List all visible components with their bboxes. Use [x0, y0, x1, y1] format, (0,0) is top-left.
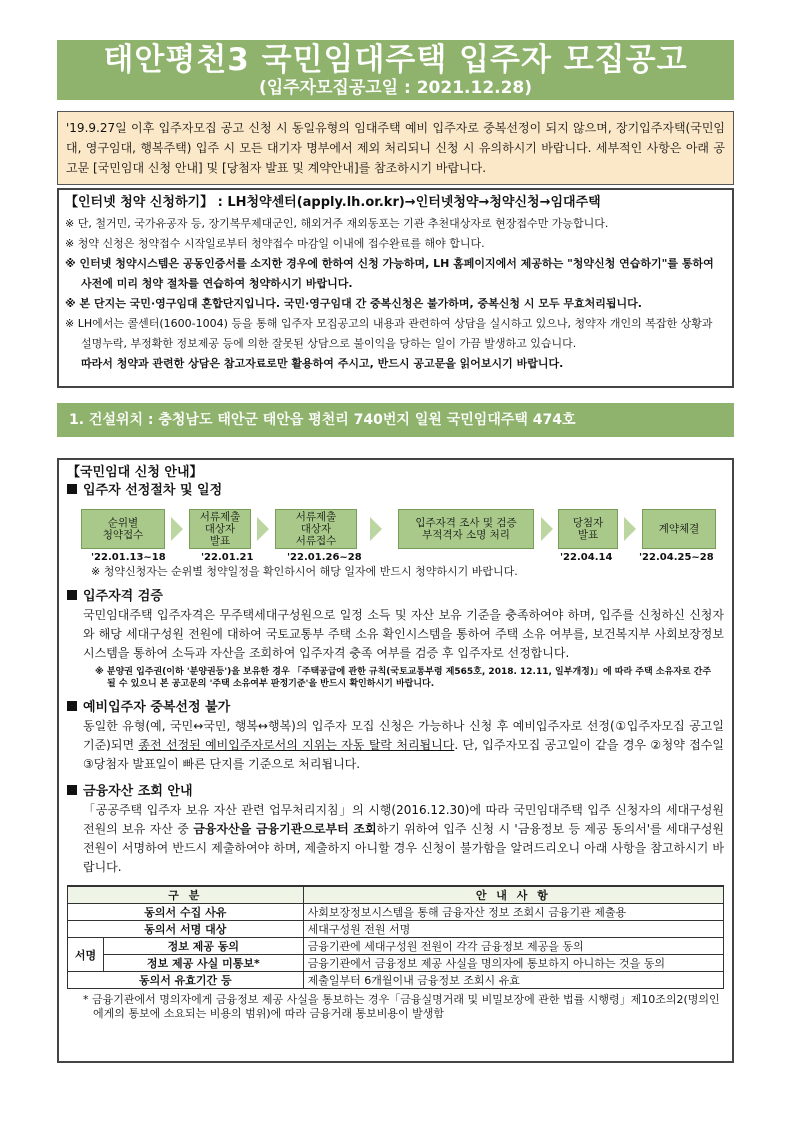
arrow-right-icon	[257, 517, 269, 541]
section-heading: 예비입주자 중복선정 불가	[67, 699, 724, 717]
application-guide-title: 【국민임대 신청 안내】	[67, 465, 203, 480]
flow-date: '22.01.21	[201, 552, 254, 563]
table-row: 정보 제공 사실 미통보* 금융기관에서 금융정보 제공 사실을 명의자에 통보하지 아니하는 것을 동의	[68, 955, 724, 972]
flow-date: '22.01.26~28	[287, 552, 362, 563]
flow-date: '22.04.14	[560, 552, 613, 563]
notice-box	[57, 111, 734, 185]
arrow-right-icon	[171, 517, 183, 541]
flow-step: 서류제출 대상자 발표	[189, 509, 251, 549]
online-note: ※ 인터넷 청약시스템은 공동인증서를 소지한 경우에 한하여 신청 가능하며, LH 홈페이지에서 제공하는 "청약신청 연습하기"를 통하여 사전에 미리 청약 절차를 연습하여 청약하시기 바랍니다.	[65, 257, 714, 290]
table-row: 동의서 유효기간 등 제출일부터 6개월이내 금융정보 조회시 유효	[68, 972, 724, 989]
online-note-emphasis: 따라서 청약과 관련한 상담은 참고자료로만 활용하여 주시고, 반드시 공고문을 읽어보시기 바랍니다.	[81, 357, 564, 370]
online-notes-list	[65, 214, 726, 374]
consent-info-table	[67, 885, 724, 989]
online-note: ※ 단, 철거민, 국가유공자 등, 장기복무제대군인, 해외거주 재외동포는 기관 추천대상자로 현장접수만 가능합니다.	[65, 217, 609, 230]
arrow-right-icon	[541, 517, 553, 541]
announcement-title-banner	[57, 40, 734, 100]
square-bullet-icon	[67, 785, 77, 795]
online-note: ※ 청약 신청은 청약접수 시작일로부터 청약접수 마감일 이내에 접수완료를 해야 합니다.	[65, 237, 485, 250]
arrow-right-icon	[624, 517, 636, 541]
table-header: 안 내 사 항	[303, 886, 723, 904]
table-row: 동의서 서명 대상 세대구성원 전원 서명	[68, 921, 724, 938]
online-note: ※ 본 단지는 국민·영구임대 혼합단지입니다. 국민·영구임대 간 중복신청은 불가하며, 중복신청 시 모두 무효처리됩니다.	[65, 297, 642, 310]
table-footnote: * 금융기관에서 명의자에게 금융정보 제공 사실을 통보하는 경우「금융실명거래 및 비밀보장에 관한 법률 시행령」제10조의2(명의인에게의 통보에 소요되는 비용의 범위)에 따라 금융거래 통보비용이 발생함	[83, 993, 720, 1020]
schedule-flow	[67, 504, 724, 564]
flow-date: '22.01.13~18	[91, 552, 166, 563]
flow-step: 순위별 청약접수	[81, 509, 165, 549]
eligibility-note: ※ 분양권 입주권(이하 '분양권등')을 보유한 경우 「주택공급에 관한 규칙(국토교통부령 제565호, 2018. 12.11, 일부개정)」에 따라 주택 소유자로 간주될 수 있으니 본 공고문의 '주택 소유여부 판정기준'을 반드시 확인하시기 바랍니다.	[95, 667, 712, 689]
notice-text: '19.9.27일 이후 입주자모집 공고 신청 시 동일유형의 임대주택 예비 입주자로 중복선정이 되지 않으며, 장기입주자택(국민임대, 영구임대, 행복주택) 입주 시 모든 대기자 명부에서 제외 처리되니 신청 시 유의하시기 바랍니다. 세부적인 사항은 아래 공고문 [국민임대 신청 안내] 및 [당첨자 발표 및 계약안내]를 참조하시기 바랍니다.	[66, 121, 725, 175]
table-header: 구 분	[68, 886, 304, 904]
section-heading: 입주자 선정절차 및 일정	[67, 482, 724, 500]
flow-step: 입주자격 조사 및 검증 부적격자 소명 처리	[398, 509, 534, 549]
flow-step: 서류제출 대상자 서류접수	[275, 509, 357, 549]
square-bullet-icon	[67, 701, 77, 711]
flow-date: '22.04.25~28	[639, 552, 714, 563]
online-application-box	[57, 188, 734, 388]
online-application-heading: 【인터넷 청약 신청하기】 : LH청약센터(apply.lh.or.kr)→인터넷청약→청약신청→임대주택	[65, 195, 601, 210]
duplicate-selection-text: 동일한 유형(예, 국민↔국민, 행복↔행복)의 입주자 모집 신청은 가능하나 신청 후 예비입주자로 선정(①입주자모집 공고일 기준)되면 종전 선정된 예비입주자로서의 지위는 자동 탈락 처리됩니다. 단, 입주자모집 공고일이 같을 경우 ②청약 접수일 ③당첨자 발표일이 빠른 단지를 기준으로 처리됩니다.	[83, 719, 724, 771]
flow-note: ※ 청약신청자는 순위별 청약일정을 확인하시어 해당 일자에 반드시 청약하시기 바랍니다.	[91, 565, 518, 578]
online-note: ※ LH에서는 콜센터(1600-1004) 등을 통해 입주자 모집공고의 내용과 관련하여 상담을 실시하고 있으나, 청약자 개인의 복잡한 상황과 설명누락, 부정확한 정보제공 등에 의한 잘못된 상담으로 불이익을 당하는 일이 가끔 발생하고 있습니다.	[65, 317, 713, 350]
arrow-right-icon	[370, 517, 382, 541]
eligibility-text: 국민임대주택 입주자격은 무주택세대구성원으로 일정 소득 및 자산 보유 기준을 충족하여야 하며, 입주를 신청하신 신청자와 해당 세대구성원 전원에 대하여 국토교통부 주택 소유 확인시스템을 통하여 주택 소유 여부를, 보건복지부 사회보장정보시스템을 통하여 소득과 자산을 조회하여 입주자격 충족 여부를 검증 후 입주자로 선정합니다.	[83, 608, 724, 660]
square-bullet-icon	[67, 484, 77, 494]
table-row: 동의서 수집 사유 사회보장정보시스템을 통해 금융자산 정보 조회시 금융기관 제출용	[68, 904, 724, 921]
square-bullet-icon	[67, 590, 77, 600]
announcement-date: (입주자모집공고일 : 2021.12.28)	[258, 78, 533, 98]
flow-step: 계약체결	[642, 509, 716, 549]
flow-step: 당첨자 발표	[558, 509, 618, 549]
section-heading: 금융자산 조회 안내	[67, 783, 724, 801]
section-heading: 입주자격 검증	[67, 588, 724, 606]
construction-location-bar: 1. 건설위치 : 충청남도 태안군 태안읍 평천리 740번지 일원 국민임대주택 474호	[57, 403, 734, 437]
financial-asset-text: 「공공주택 입주자 보유 자산 관련 업무처리지침」의 시행(2016.12.30)에 따라 국민임대주택 입주 신청자의 세대구성원 전원의 보유 자산 중 금융자산을 금융기관으로부터 조회하기 위하여 입주 신청 시 '금융정보 등 제공 동의서'를 세대구성원 전원이 서명하여 반드시 제출하여야 하며, 제출하지 아니할 경우 신청이 불가함을 알려드리오니 아래 사항을 참고하시기 바랍니다.	[83, 803, 725, 874]
table-row: 서명 정보 제공 동의 금융기관에 세대구성원 전원이 각각 금융정보 제공을 동의	[68, 938, 724, 955]
application-guide-box	[57, 458, 734, 1063]
page-title: 태안평천3 국민임대주택 입주자 모집공고	[103, 42, 688, 78]
